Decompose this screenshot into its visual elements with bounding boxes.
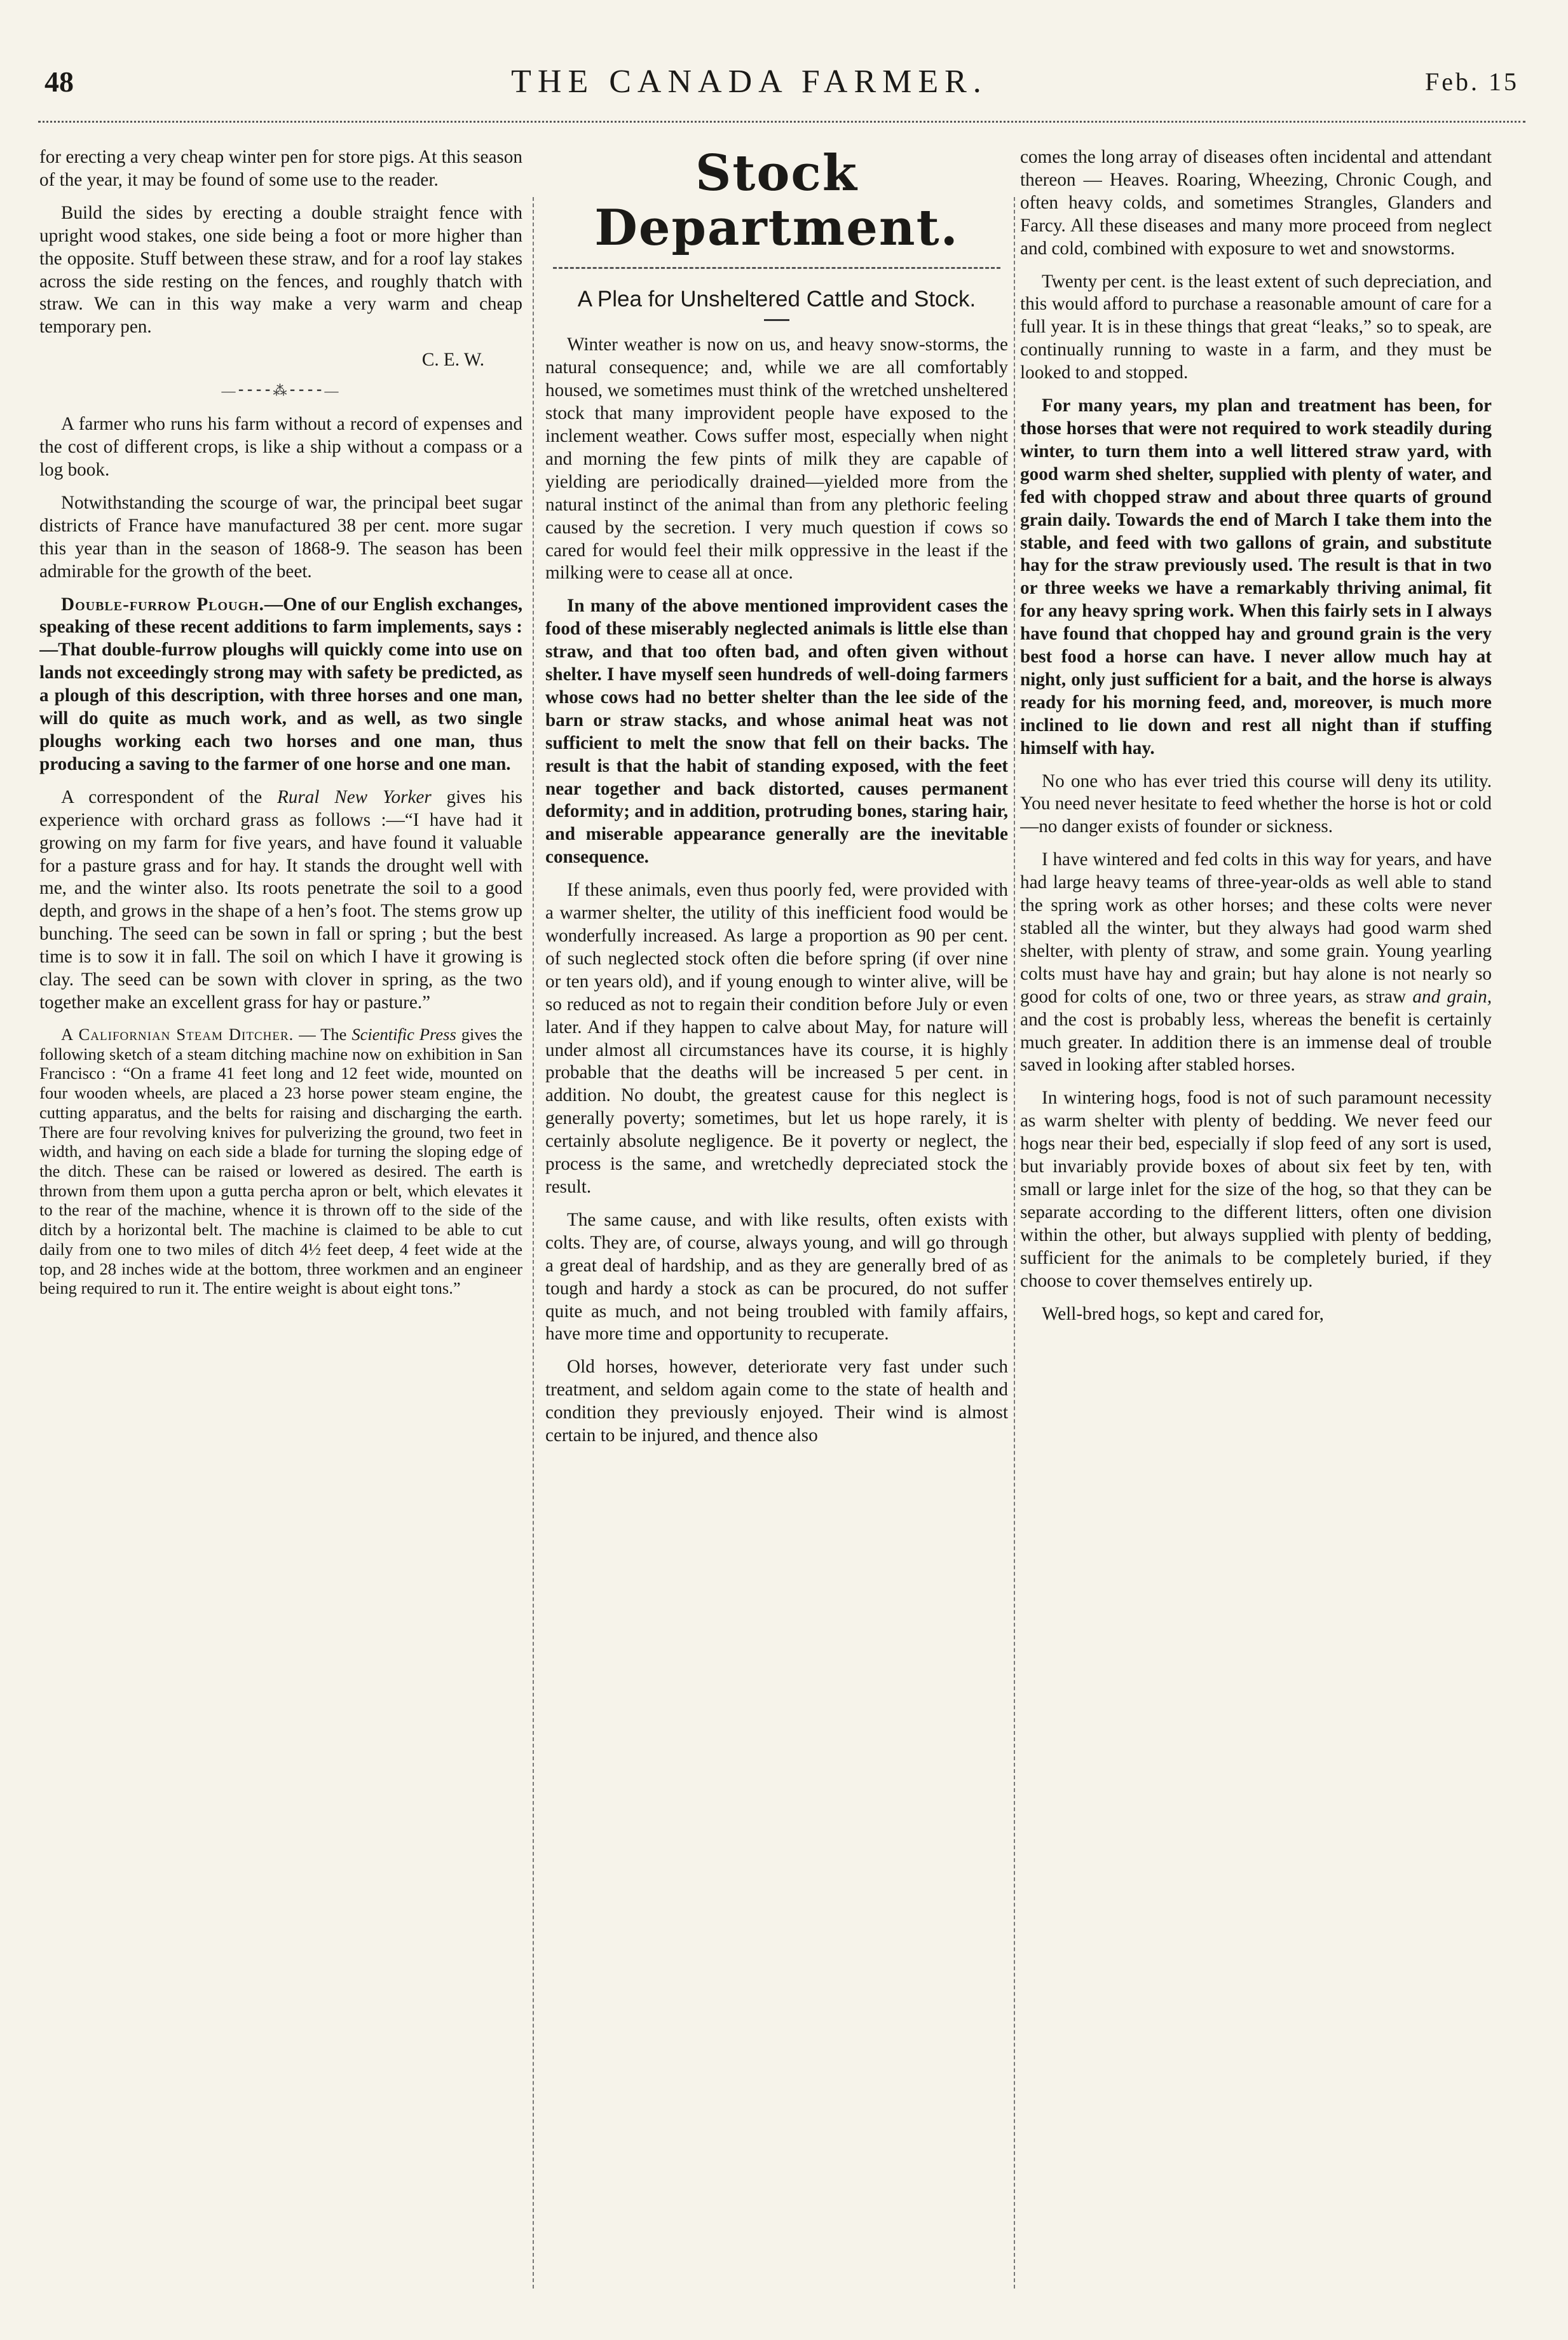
- plough-intro: —One of our English exchanges, speaking of these recent additions to farm implements, says :—: [39, 594, 522, 660]
- paragraph-colts: The same cause, and with like results, often exists with colts. They are, of course, always young, and will go through a great deal of hardship, and as they are generally bred of as tough and hardy a stock as can be procured, do not suffer quite as much, and not being troubled with family affairs, have more time and opportunity to recuperate.: [545, 1209, 1008, 1344]
- ditcher-article: [39, 1025, 522, 1298]
- paragraph-winter-weather: Winter weather is now on us, and heavy snow-storms, the natural consequence; and, while we are all comfortably housed, we sometimes must think of the wretched unsheltered stock that many improvident people have exposed to the inclement weather. Cows suffer most, especially when night and morning the few pints of milk they are capable of yielding are periodically drained—yielded more from the natural instinct of the animal than from any plethoric feeling caused by the secretion. I very much question if cows so cared for would feel their milk oppressive in the least if the milking were to cease all at once.: [545, 334, 1008, 584]
- paragraph-farm-record: A farmer who runs his farm without a record of expenses and the cost of different crops, is like a ship without a compass or a log book.: [39, 414, 522, 481]
- paragraph-steam-ditcher: A Californian Steam Ditcher. — The Scientific Press gives the following sketch of a steam ditching machine now on exhibition in San Francisco : “On a frame 41 feet long and 12 feet wide, mounted on four wooden wheels, are placed a 23 horse power steam engine, the cutting apparatus, and the belts for raising and discharging the earth. There are four revolving knives for pulverizing the ground, two feet in width, and having on each side a blade for turning the sloping edge of the ditch. These can be raised or lowered as desired. The earth is thrown from them upon a gutta percha apron or belt, which elevates it to the rear of the machine, whence it is thrown off to the side of the ditch by a horizontal belt. The machine is claimed to be able to cut daily from one to two miles of ditch 4½ feet deep, 4 feet wide at the top, and 28 inches wide at the bottom, three workmen and an engineer being required to run it. The entire weight is about eight tons.”: [39, 1024, 522, 1298]
- article-title: A Plea for Unsheltered Cattle and Stock.: [577, 286, 976, 311]
- column-middle: [545, 146, 1008, 2308]
- publication-name: Rural New Yorker: [276, 786, 432, 807]
- plough-heading: Double-furrow Plough.: [61, 594, 264, 615]
- section-ornament: —⁃⁃⁃⁃⁂⁃⁃⁃⁃—: [221, 383, 341, 399]
- column-right: [1020, 146, 1492, 2308]
- paragraph-warmer-shelter: If these animals, even thus poorly fed, were provided with a warmer shelter, the utility of this inefficient food would be wonderfully increased. As large a proportion as 90 per cent. of such neglected stock often die before spring (if over nine or ten years old), and if young enough to winter alive, will be so reduced as not to regain their condition before July or even later. And if they happen to calve about May, for nature will under almost all circumstances have its course, it is highly probable that the deaths will be increased 5 per cent. in addition. No doubt, the greatest cause for this neglect is generally poverty; sometimes, but let us hope rarely, it is certainly absolute negligence. Be it poverty or neglect, the process is the same, and wretchedly depreciated stock the result.: [545, 880, 1008, 1197]
- ditcher-text-b: These can be raised or lowered as desired. The earth is thrown from them upon a gutta percha apron or belt, which elevates it to the rear of the machine, whence it is thrown off to the side of the ditch by a horizontal belt. The machine is claimed to be able to cut daily from one to two miles of ditch 4½ feet deep, 4 feet wide at the top, and 28 inches wide at the bottom, three workmen and an engineer being required to run it. The entire weight is about eight tons.”: [39, 1161, 522, 1298]
- ditcher-text-a: gives the following sketch of a steam ditching machine now on exhibition in San Francisco : “On a frame 41 feet long and 12 feet wide, mounted on four wooden wheels, are placed a 23 horse power steam engine, the cutting apparatus, and the belts for raising and discharging the earth. There are four revolving knives for pulverizing the ground, two feet in width, and having on each side a blade for turning the sloping edge of the ditch.: [39, 1024, 522, 1180]
- paragraph-old-horses: Old horses, however, deteriorate very fast under such treatment, and seldom again come to the state of health and condition they previously enjoyed. Their wind is almost certain to be injured, and thence also: [545, 1357, 1008, 1446]
- header-rule: [38, 121, 1525, 123]
- page-header: [44, 50, 1519, 113]
- author-signature: C. E. W.: [421, 350, 484, 371]
- paragraph-depreciation: Twenty per cent. is the least extent of such depreciation, and this would afford to purchase a reasonable amount of care for a full year. It is in these things that great “leaks,” so to speak, are continually running to waste in a farm, and they must be looked to and stopped.: [1020, 271, 1492, 383]
- paragraph-horse-treatment: For many years, my plan and treatment has been, for those horses that were not required to work steadily during winter, to turn them into a well littered straw yard, with good warm shed shelter, supplied with plenty of water, and fed with chopped straw and about three quarts of ground grain daily. Towards the end of March I take them into the stable, and feed with two gallons of grain, and substitute hay for the straw previously used. The result is that in two or three weeks we have a remarkably thriving animal, fit for any heavy spring work. When this fairly sets in I always have found that chopped hay and ground grain is the very best food a horse can have. I never allow much hay at night, only just sufficient for a bait, and the horse is always ready for his morning feed, and, moreover, is much more inclined to lie down and rest all night than if stuffing himself with hay.: [1020, 395, 1492, 758]
- masthead-title: THE CANADA FARMER.: [511, 63, 988, 100]
- paragraph-winter-pen: for erecting a very cheap winter pen for store pigs. At this season of the year, it may be found of some use to the reader.: [39, 147, 522, 190]
- paragraph-well-bred-hogs: Well-bred hogs, so kept and cared for,: [1042, 1303, 1324, 1324]
- plough-body: That double-furrow ploughs will quickly come into use on lands not exceedingly strong may with safety be predicted, as a plough of this description, with three horses and one man, will do quite as much work, and as well, as two single ploughs working each two horses and one man, thus producing a saving to the farmer of one horse and one man.: [39, 640, 522, 774]
- paragraph-double-furrow: [39, 594, 522, 776]
- department-title: Stock Department.: [594, 146, 959, 257]
- paragraph-utility: No one who has ever tried this course will deny its utility. You need never hesitate to feed whether the horse is hot or cold—no danger exists of founder or sickness.: [1020, 770, 1492, 837]
- paragraph-wintering-hogs: In wintering hogs, food is not of such paramount necessity as warm shelter with plenty of bedding. We never feed our hogs near their bed, especially if slop feed of any sort is used, but invariably provide boxes of about six feet by ten, with small or large inlet for the size of the hog, so that they can be separate according to the different litters, often one division within the other, but always supplied with plenty of bedding, sufficient for the animals to be completely buried, if they choose to cover themselves entirely up.: [1020, 1088, 1492, 1291]
- grass-text-a: A correspondent of the: [61, 786, 277, 807]
- publication-name: Scientific Press: [351, 1024, 456, 1044]
- paragraph-beet-sugar: Notwithstanding the scourge of war, the principal beet sugar districts of France have manufactured 38 per cent. more sugar this year than in the season of 1868-9. The season has been admirable for the growth of the beet.: [39, 492, 522, 582]
- department-rule: [553, 267, 1000, 269]
- paragraph-orchard-grass: [39, 786, 522, 1015]
- paragraph-wintered-colts: [1020, 849, 1492, 1077]
- colts-text-b: and the cost is probably less, whereas the benefit is certainly much greater. In addition there is an immense deal of trouble saved in looking after stabled horses.: [1020, 1009, 1492, 1076]
- paragraph-neglected-animals: In many of the above mentioned improvident cases the food of these miserably neglected animals is little else than straw, and that too often bad, and often given without shelter. I have myself seen hundreds of well-doing farmers whose cows had no better shelter than the lee side of the barn or straw stacks, and whose animal heat was not sufficient to melt the snow that fell on their backs. The result is that the habit of standing exposed, with the feet near together and back distorted, causes permanent deformity; and in addition, protruding bones, staring hair, and miserable appearance generally are the inevitable consequence.: [545, 596, 1008, 868]
- column-divider: [1014, 197, 1015, 2289]
- colts-text-a: I have wintered and fed colts in this way for years, and have had large heavy teams of three-year-olds as well able to stand the spring work as other horses; and these colts were never stabled all the winter, but they always had good warm shed shelter, with plenty of straw, and some grain. Young yearling colts must have hay and grain; but hay alone is not nearly so good for colts of one, two or three years, as straw: [1020, 849, 1492, 1007]
- paragraph-diseases: comes the long array of diseases often incidental and attendant thereon — Heaves. Roaring, Wheezing, Chronic Cough, and often heavy colds, and sometimes Strangles, Glanders and Farcy. All these diseases and many more proceed from neglect and cold, combined with exposure to wet and snowstorms.: [1020, 147, 1492, 259]
- column-divider: [533, 197, 534, 2289]
- paragraph-build-sides: Build the sides by erecting a double straight fence with upright wood stakes, one side being a foot or more higher than the opposite. Stuff between these straw, and for a roof lay stakes across the side resting on the fences, and roughly thatch with straw. We can in this way make a very warm and cheap temporary pen.: [39, 202, 522, 338]
- column-left: [39, 146, 522, 2308]
- grass-text-b: gives his experience with orchard grass as follows :—“I have had it growing on my farm for five years, and have found it valuable for a pasture grass and for hay. It stands the drought well with me, and the winter also. Its roots penetrate the soil to a good depth, and grows in the shape of a hen’s foot. The stems grow up bunching. The seed can be sown in fall or spring ; but the best time is to sow it in fall. The soil on which I have it growing is clay. The seed can be sown with clover in spring, as the two together make an excellent grass for hay or pasture.”: [39, 786, 522, 1013]
- title-rule: [764, 319, 789, 321]
- issue-date: Feb. 15: [1424, 67, 1519, 96]
- colts-emphasis: and grain,: [1412, 986, 1492, 1007]
- ditcher-heading: A Californian Steam Ditcher.: [61, 1024, 294, 1044]
- page-number: 48: [44, 65, 74, 98]
